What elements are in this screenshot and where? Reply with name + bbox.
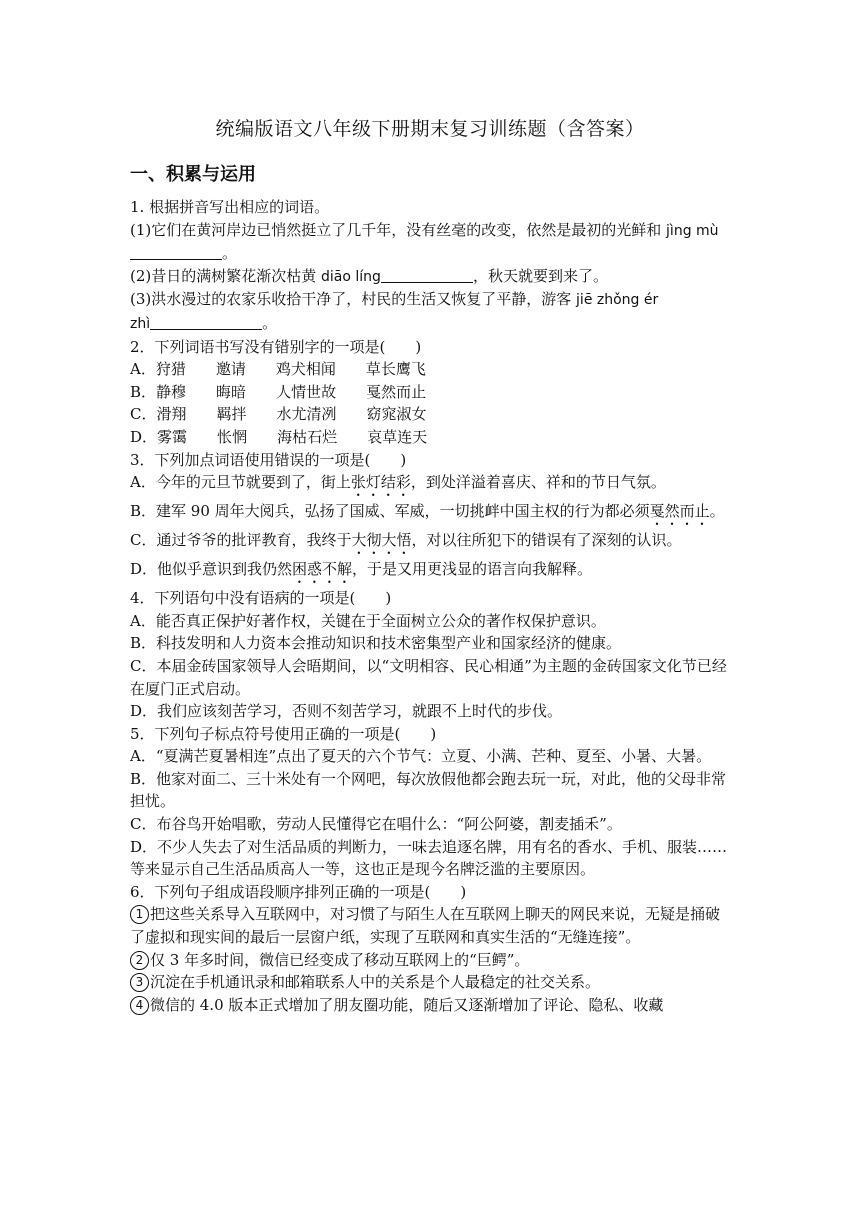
question-1-item-2: (2)昔日的满树繁花渐次枯黄 diāo líng ，秋天就要到来了。 xyxy=(130,266,608,285)
pinyin-jing-mu: jìng mù xyxy=(666,222,719,239)
question-2-option-a: A．狩猎 邀请 鸡犬相闻 草长鹰飞 xyxy=(130,360,426,379)
question-5-option-b: B．他家对面二、三十米处有一个网吧，每次放假他都会跑去玩一玩，对此，他的父母非常担忧。 xyxy=(130,769,727,811)
question-5-option-d: D．不少人失去了对生活品质的判断力，一味去追逐名牌，用有名的香水、手机、服装……等来显示自己生活品质高人一等，这也正是现今名牌泛滥的主要原因。 xyxy=(130,837,728,879)
pinyin-diao-ling: diāo líng xyxy=(321,268,381,285)
question-3-option-a: A．今年的元旦节就要到了，街上张灯结彩，到处洋溢着喜庆、祥和的节日气氛。 xyxy=(130,473,666,492)
question-2-stem: 2．下列词语书写没有错别字的一项是( ) xyxy=(130,337,422,356)
question-4-option-a: A．能否真正保护好著作权，关键在于全面树立公众的著作权保护意识。 xyxy=(130,611,606,630)
section-heading: 一、积累与运用 xyxy=(130,164,256,185)
question-1-item-3: (3)洪水漫过的农家乐收拾干净了，村民的生活又恢复了平静，游客 jiē zhǒng ér zhì 。 xyxy=(130,290,659,332)
document-title: 统编版语文八年级下册期末复习训练题（含答案） xyxy=(215,118,645,140)
question-5-option-a: A．“夏满芒夏暑相连”点出了夏天的六个节气：立夏、小满、芒种、夏至、小暑、大暑。 xyxy=(130,747,712,766)
circled-number: 3 xyxy=(130,973,149,992)
dotted-word: 大彻大悟 xyxy=(351,531,412,550)
question-6-sentence-3: 3 沉淀在手机通讯录和邮箱联系人中的关系是个人最稳定的社交关系。 xyxy=(130,971,732,994)
question-3-option-d: D．他似乎意识到我仍然困惑不解，于是又用更浅显的语言向我解释。 xyxy=(130,560,593,579)
dotted-word: 困惑不解 xyxy=(292,560,353,579)
circled-number: 1 xyxy=(130,905,149,924)
pinyin-zhi: zhì xyxy=(130,315,151,332)
question-6-sentence-2: 2 仅 3 年多时间，微信已经变成了移动互联网上的“巨鳄”。 xyxy=(130,949,732,972)
question-4-option-b: B．科技发明和人力资本会推动知识和技术密集型产业和国家经济的健康。 xyxy=(130,634,622,653)
question-3-stem: 3．下列加点词语使用错误的一项是( ) xyxy=(130,450,407,469)
answer-blank[interactable] xyxy=(150,315,262,330)
question-5-option-c: C．布谷鸟开始唱歌，劳动人民懂得它在唱什么：“阿公阿婆，割麦插禾”。 xyxy=(130,815,622,834)
question-4-option-c: C．本届金砖国家领导人会晤期间，以“文明相容、民心相通”为主题的金砖国家文化节已经在厦门正式启动。 xyxy=(130,656,727,698)
question-4-stem: 4．下列语句中没有语病的一项是( ) xyxy=(130,589,392,608)
question-list xyxy=(130,196,732,1016)
question-2-option-b: B．静穆 晦暗 人情世故 戛然而止 xyxy=(130,382,427,401)
question-4-option-d: D．我们应该刻苦学习，否则不刻苦学习，就跟不上时代的步伐。 xyxy=(130,702,563,721)
dotted-word: 张灯结彩 xyxy=(350,473,411,492)
question-6-sentence-1: 1 把这些关系导入互联网中，对习惯了与陌生人在互联网上聊天的网民来说，无疑是捅破了虚拟和现实间的最后一层窗户纸，实现了互联网和真实生活的“无缝连接”。 xyxy=(130,905,721,947)
question-1-item-1: (1)它们在黄河岸边已悄然挺立了几千年，没有丝毫的改变，依然是最初的光鲜和 jìng mù。 xyxy=(130,220,719,263)
question-2-option-c: C．滑翔 羁拌 水尤清冽 窈窕淑女 xyxy=(130,405,427,424)
question-6-stem: 6．下列句子组成语段顺序排列正确的一项是( ) xyxy=(130,882,467,901)
answer-blank[interactable] xyxy=(130,245,222,260)
circled-number: 4 xyxy=(130,996,149,1015)
question-1-stem: 1. 根据拼音写出相应的词语。 xyxy=(130,198,330,216)
pinyin-jie-zhong-er: jiē zhǒng ér xyxy=(576,292,659,309)
question-6-sentence-4: 4 微信的 4.0 版本正式增加了朋友圈功能，随后又逐渐增加了评论、隐私、收藏 xyxy=(130,994,732,1017)
circled-number: 2 xyxy=(130,951,149,970)
question-5-stem: 5．下列句子标点符号使用正确的一项是( ) xyxy=(130,724,437,743)
dotted-word: 戛然而止 xyxy=(649,502,710,521)
question-2-option-d: D．雾霭 怅惘 海枯石烂 哀草连天 xyxy=(130,427,428,446)
answer-blank[interactable] xyxy=(381,268,473,283)
question-3-option-c: C．通过爷爷的批评教育，我终于大彻大悟，对以往所犯下的错误有了深刻的认识。 xyxy=(130,531,682,550)
question-3-option-b: B．建军 90 周年大阅兵，弘扬了国威、军威，一切挑衅中国主权的行为都必须戛然而止。 xyxy=(130,502,725,521)
